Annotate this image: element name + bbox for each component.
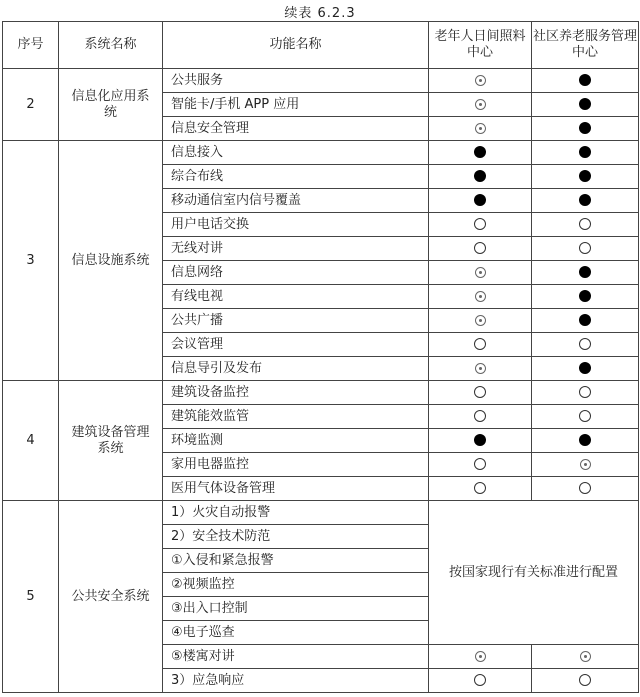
function-name-cell: ⑤楼寓对讲 [163, 645, 429, 669]
hollow-circle-icon [474, 338, 486, 350]
day-care-mark-cell [429, 405, 532, 429]
function-name-cell: ③出入口控制 [163, 597, 429, 621]
system-name-cell: 信息设施系统 [59, 141, 163, 381]
system-name-cell: 信息化应用系统 [59, 69, 163, 141]
filled-circle-icon [579, 194, 591, 206]
day-care-mark-cell [429, 429, 532, 453]
header-community-service-center: 社区养老服务管理中心 [532, 22, 639, 69]
function-name-cell: ②视频监控 [163, 573, 429, 597]
community-center-mark-cell [532, 669, 639, 693]
community-center-mark-cell [532, 285, 639, 309]
dotted-circle-icon [580, 459, 591, 470]
hollow-circle-icon [579, 338, 591, 350]
day-care-mark-cell [429, 285, 532, 309]
header-seq: 序号 [3, 22, 59, 69]
community-center-mark-cell [532, 117, 639, 141]
filled-circle-icon [474, 194, 486, 206]
community-center-mark-cell [532, 165, 639, 189]
community-center-mark-cell [532, 141, 639, 165]
hollow-circle-icon [474, 218, 486, 230]
function-config-table [2, 21, 639, 693]
hollow-circle-icon [579, 218, 591, 230]
dotted-circle-icon [475, 123, 486, 134]
filled-circle-icon [579, 170, 591, 182]
function-name-cell: ④电子巡查 [163, 621, 429, 645]
hollow-circle-icon [579, 674, 591, 686]
system-name-cell: 建筑设备管理系统 [59, 381, 163, 501]
day-care-mark-cell [429, 141, 532, 165]
filled-circle-icon [579, 434, 591, 446]
hollow-circle-icon [579, 482, 591, 494]
day-care-mark-cell [429, 669, 532, 693]
function-name-cell: 家用电器监控 [163, 453, 429, 477]
function-name-cell: 公共服务 [163, 69, 429, 93]
config-note-cell: 按国家现行有关标准进行配置 [429, 501, 639, 645]
table-row [3, 69, 639, 93]
hollow-circle-icon [579, 386, 591, 398]
seq-cell: 2 [3, 69, 59, 141]
filled-circle-icon [579, 290, 591, 302]
table-caption: 续表 6.2.3 [284, 6, 356, 21]
function-name-cell: 移动通信室内信号覆盖 [163, 189, 429, 213]
day-care-mark-cell [429, 93, 532, 117]
dotted-circle-icon [475, 75, 486, 86]
community-center-mark-cell [532, 429, 639, 453]
header-row [3, 22, 639, 69]
function-name-cell: 1）火灾自动报警 [163, 501, 429, 525]
day-care-mark-cell [429, 213, 532, 237]
filled-circle-icon [579, 314, 591, 326]
filled-circle-icon [474, 434, 486, 446]
function-name-cell: 医用气体设备管理 [163, 477, 429, 501]
dotted-circle-icon [475, 267, 486, 278]
community-center-mark-cell [532, 309, 639, 333]
hollow-circle-icon [579, 242, 591, 254]
function-name-cell: 2）安全技术防范 [163, 525, 429, 549]
hollow-circle-icon [474, 386, 486, 398]
community-center-mark-cell [532, 453, 639, 477]
hollow-circle-icon [474, 482, 486, 494]
function-name-cell: 公共广播 [163, 309, 429, 333]
dotted-circle-icon [580, 651, 591, 662]
community-center-mark-cell [532, 381, 639, 405]
function-name-cell: ①入侵和紧急报警 [163, 549, 429, 573]
filled-circle-icon [579, 122, 591, 134]
function-name-cell: 信息网络 [163, 261, 429, 285]
filled-circle-icon [579, 98, 591, 110]
dotted-circle-icon [475, 291, 486, 302]
function-name-cell: 会议管理 [163, 333, 429, 357]
filled-circle-icon [579, 266, 591, 278]
community-center-mark-cell [532, 645, 639, 669]
day-care-mark-cell [429, 261, 532, 285]
filled-circle-icon [474, 146, 486, 158]
table-row [3, 141, 639, 165]
seq-cell: 4 [3, 381, 59, 501]
day-care-mark-cell [429, 189, 532, 213]
table-body [3, 69, 639, 693]
table-row [3, 501, 639, 525]
function-name-cell: 有线电视 [163, 285, 429, 309]
seq-cell: 5 [3, 501, 59, 693]
community-center-mark-cell [532, 405, 639, 429]
function-name-cell: 用户电话交换 [163, 213, 429, 237]
community-center-mark-cell [532, 357, 639, 381]
function-name-cell: 无线对讲 [163, 237, 429, 261]
community-center-mark-cell [532, 93, 639, 117]
function-name-cell: 环境监测 [163, 429, 429, 453]
header-system: 系统名称 [59, 22, 163, 69]
day-care-mark-cell [429, 237, 532, 261]
day-care-mark-cell [429, 309, 532, 333]
community-center-mark-cell [532, 477, 639, 501]
community-center-mark-cell [532, 333, 639, 357]
function-name-cell: 智能卡/手机 APP 应用 [163, 93, 429, 117]
day-care-mark-cell [429, 477, 532, 501]
filled-circle-icon [474, 170, 486, 182]
day-care-mark-cell [429, 645, 532, 669]
header-function: 功能名称 [163, 22, 429, 69]
hollow-circle-icon [474, 410, 486, 422]
community-center-mark-cell [532, 69, 639, 93]
function-name-cell: 信息导引及发布 [163, 357, 429, 381]
filled-circle-icon [579, 74, 591, 86]
hollow-circle-icon [474, 458, 486, 470]
system-name-cell: 公共安全系统 [59, 501, 163, 693]
function-name-cell: 综合布线 [163, 165, 429, 189]
function-name-cell: 建筑能效监管 [163, 405, 429, 429]
community-center-mark-cell [532, 237, 639, 261]
function-name-cell: 建筑设备监控 [163, 381, 429, 405]
day-care-mark-cell [429, 333, 532, 357]
day-care-mark-cell [429, 69, 532, 93]
day-care-mark-cell [429, 453, 532, 477]
dotted-circle-icon [475, 315, 486, 326]
dotted-circle-icon [475, 651, 486, 662]
dotted-circle-icon [475, 363, 486, 374]
hollow-circle-icon [474, 674, 486, 686]
day-care-mark-cell [429, 165, 532, 189]
day-care-mark-cell [429, 357, 532, 381]
function-name-cell: 信息接入 [163, 141, 429, 165]
community-center-mark-cell [532, 213, 639, 237]
function-name-cell: 信息安全管理 [163, 117, 429, 141]
community-center-mark-cell [532, 189, 639, 213]
day-care-mark-cell [429, 381, 532, 405]
header-day-care-center: 老年人日间照料中心 [429, 22, 532, 69]
filled-circle-icon [579, 362, 591, 374]
seq-cell: 3 [3, 141, 59, 381]
day-care-mark-cell [429, 117, 532, 141]
table-row [3, 381, 639, 405]
dotted-circle-icon [475, 99, 486, 110]
function-name-cell: 3）应急响应 [163, 669, 429, 693]
hollow-circle-icon [474, 242, 486, 254]
community-center-mark-cell [532, 261, 639, 285]
hollow-circle-icon [579, 410, 591, 422]
filled-circle-icon [579, 146, 591, 158]
